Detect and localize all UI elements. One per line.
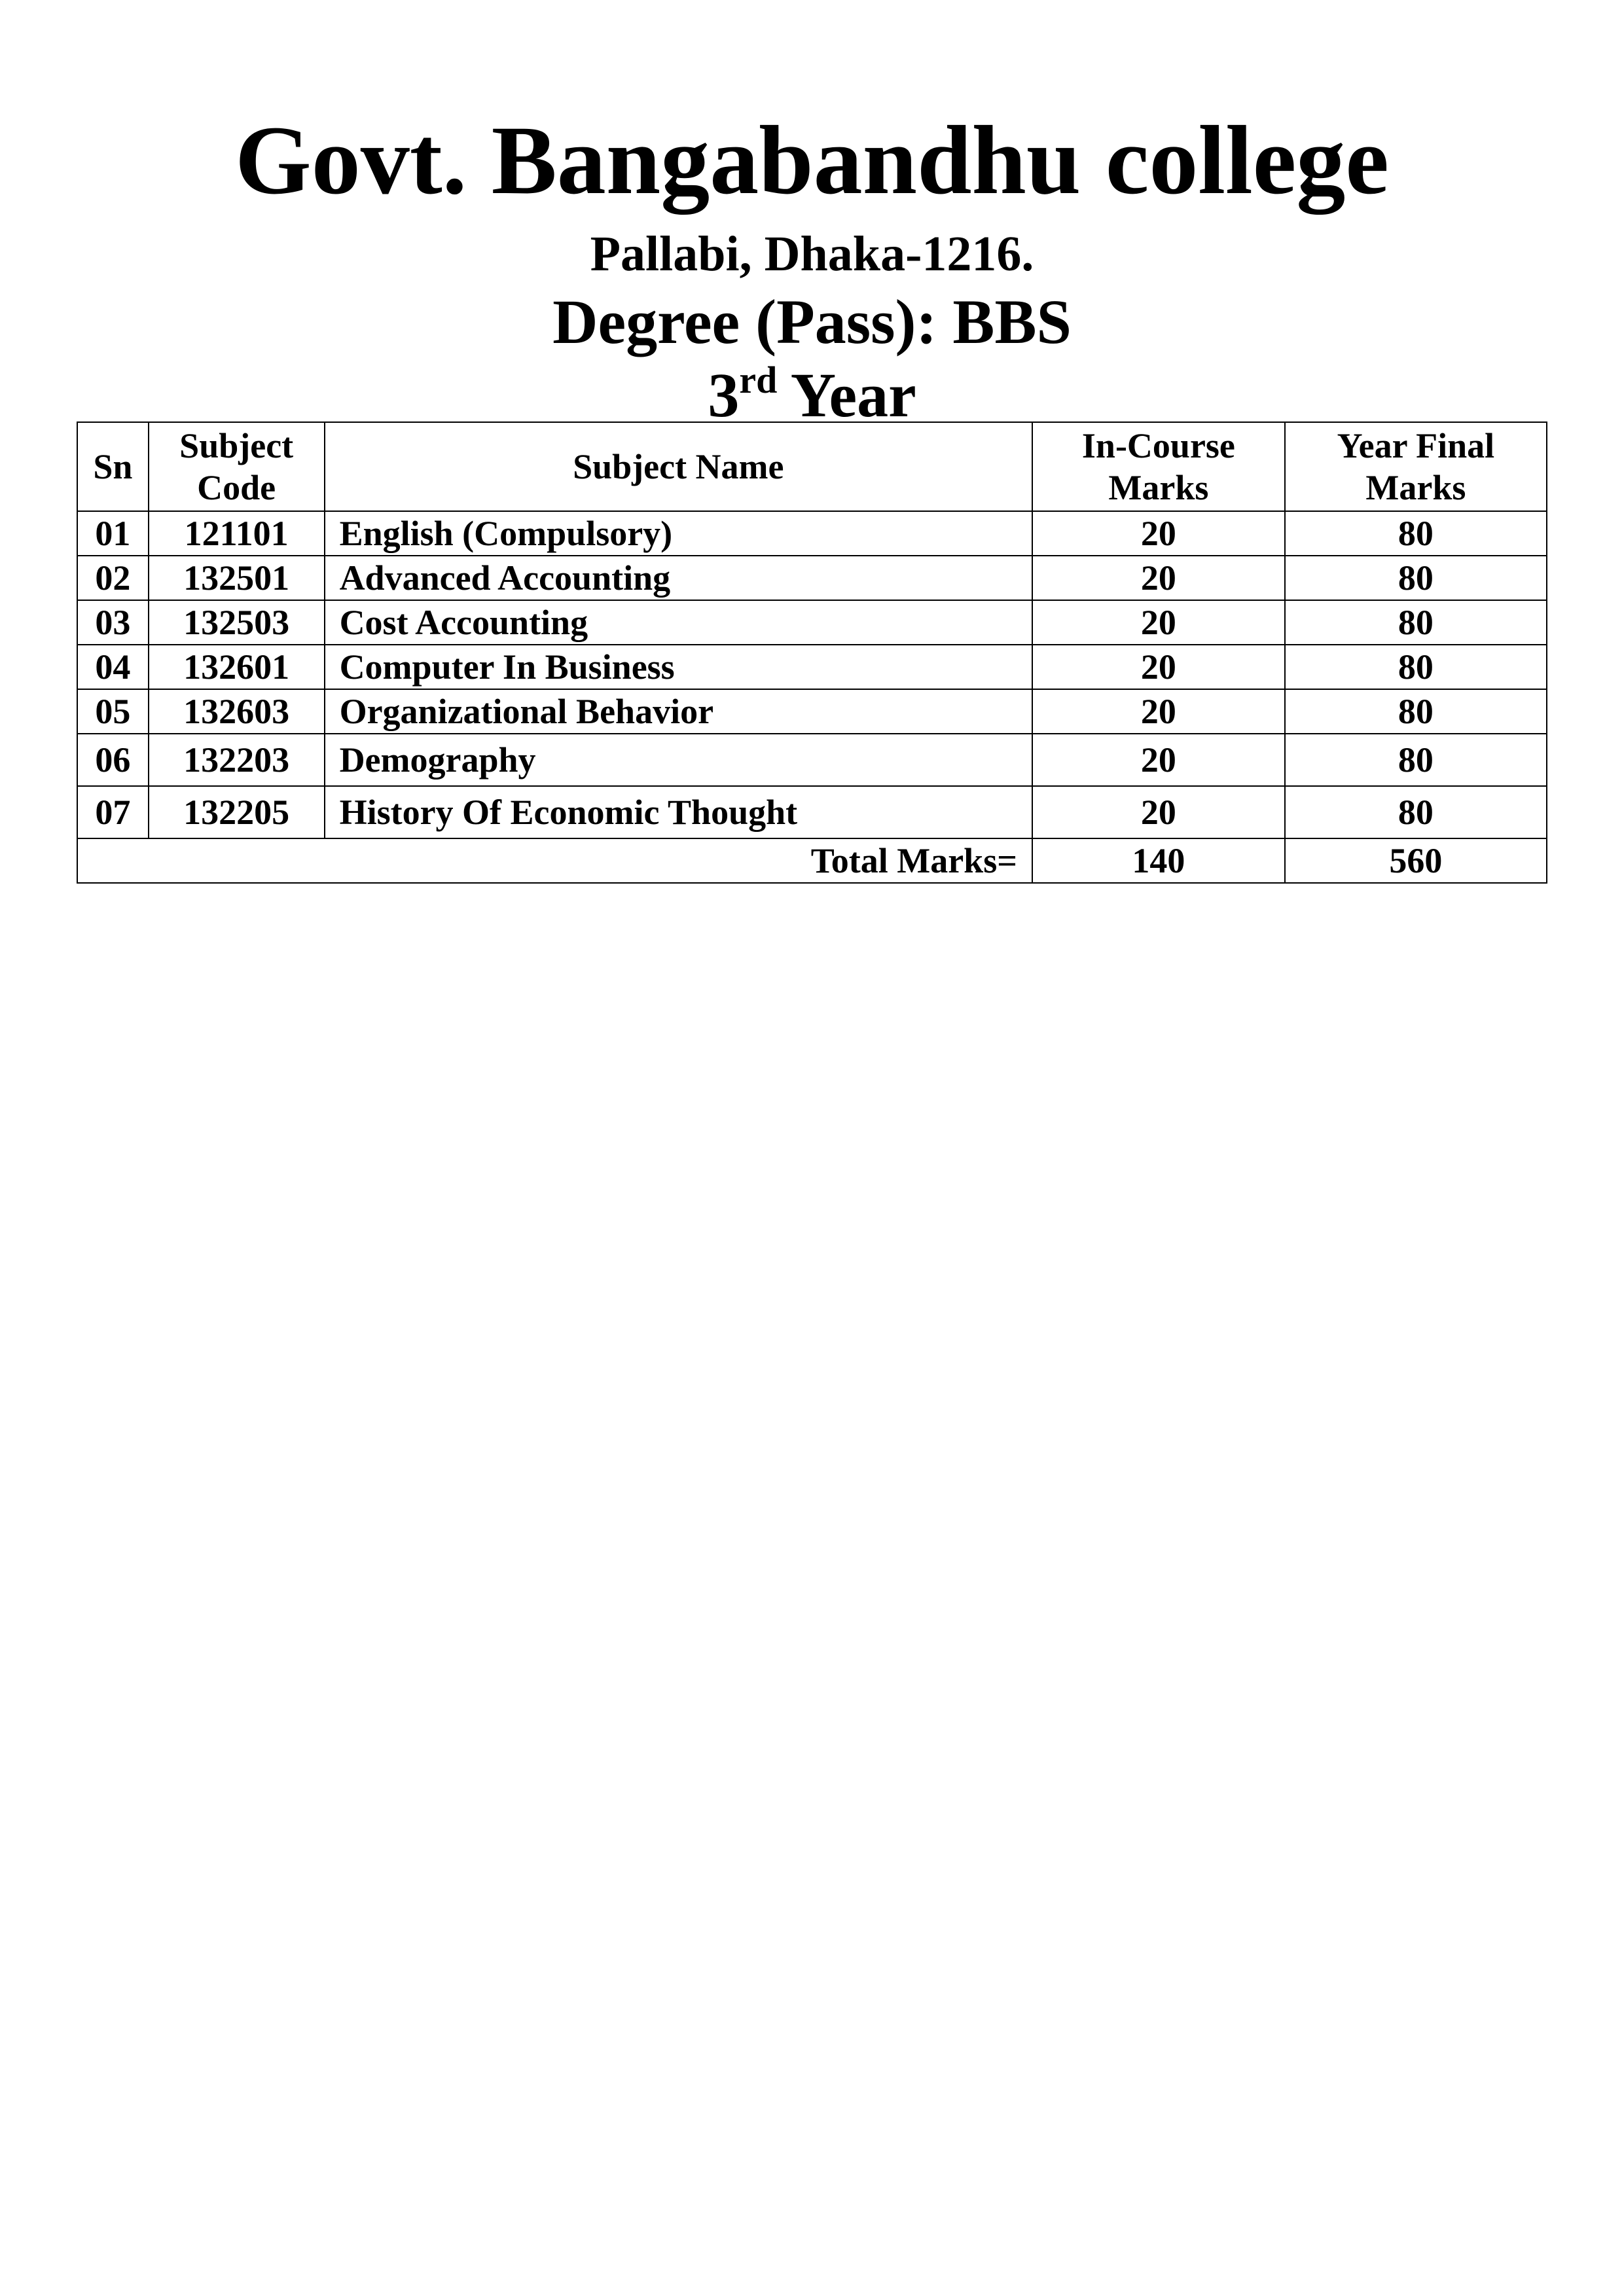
cell-year-final: 80 — [1285, 511, 1547, 556]
cell-year-final: 80 — [1285, 734, 1547, 786]
marks-table — [77, 422, 1547, 884]
cell-sn: 05 — [77, 689, 149, 734]
cell-code: 132503 — [149, 600, 325, 645]
cell-subject-name: Organizational Behavior — [325, 689, 1032, 734]
total-label: Total Marks= — [77, 838, 1032, 883]
cell-in-course: 20 — [1032, 556, 1285, 600]
college-name: Govt. Bangabandhu college — [235, 106, 1389, 215]
cell-sn: 06 — [77, 734, 149, 786]
header-code-line2: Code — [197, 468, 276, 507]
cell-subject-name: Demography — [325, 734, 1032, 786]
cell-sn: 04 — [77, 645, 149, 689]
header-final-line2: Marks — [1365, 468, 1466, 507]
cell-year-final: 80 — [1285, 786, 1547, 838]
table-row — [77, 734, 1547, 786]
cell-in-course: 20 — [1032, 645, 1285, 689]
document-header — [0, 98, 1624, 432]
table-row — [77, 556, 1547, 600]
table-row — [77, 689, 1547, 734]
cell-subject-name: Advanced Accounting — [325, 556, 1032, 600]
header-subject-code — [149, 422, 325, 511]
program-title: Degree (Pass): BBS — [552, 287, 1072, 357]
cell-sn: 01 — [77, 511, 149, 556]
total-in-course: 140 — [1032, 838, 1285, 883]
cell-year-final: 80 — [1285, 556, 1547, 600]
cell-in-course: 20 — [1032, 689, 1285, 734]
header-in-line1: In-Course — [1081, 426, 1235, 465]
header-in-line2: Marks — [1108, 468, 1209, 507]
year-suffix: rd — [739, 359, 778, 401]
year-number: 3 — [708, 360, 740, 430]
cell-in-course: 20 — [1032, 511, 1285, 556]
table-row — [77, 600, 1547, 645]
header-final-line1: Year Final — [1337, 426, 1495, 465]
header-code-line1: Subject — [179, 426, 294, 465]
header-year-final-marks — [1285, 422, 1547, 511]
cell-subject-name: History Of Economic Thought — [325, 786, 1032, 838]
cell-code: 132203 — [149, 734, 325, 786]
cell-code: 132603 — [149, 689, 325, 734]
cell-in-course: 20 — [1032, 786, 1285, 838]
cell-subject-name: Cost Accounting — [325, 600, 1032, 645]
total-year-final: 560 — [1285, 838, 1547, 883]
cell-in-course: 20 — [1032, 600, 1285, 645]
cell-year-final: 80 — [1285, 645, 1547, 689]
header-subject-name: Subject Name — [325, 422, 1032, 511]
college-address: Pallabi, Dhaka-1216. — [590, 226, 1034, 281]
cell-code: 132501 — [149, 556, 325, 600]
cell-in-course: 20 — [1032, 734, 1285, 786]
table-row — [77, 645, 1547, 689]
year-word: Year — [790, 360, 916, 430]
table-row — [77, 786, 1547, 838]
cell-code: 132205 — [149, 786, 325, 838]
cell-code: 121101 — [149, 511, 325, 556]
total-row — [77, 838, 1547, 883]
table-header-row — [77, 422, 1547, 511]
cell-year-final: 80 — [1285, 689, 1547, 734]
cell-subject-name: Computer In Business — [325, 645, 1032, 689]
cell-year-final: 80 — [1285, 600, 1547, 645]
cell-sn: 02 — [77, 556, 149, 600]
header-sn: Sn — [77, 422, 149, 511]
cell-sn: 07 — [77, 786, 149, 838]
cell-subject-name: English (Compulsory) — [325, 511, 1032, 556]
cell-code: 132601 — [149, 645, 325, 689]
cell-sn: 03 — [77, 600, 149, 645]
table-row — [77, 511, 1547, 556]
header-in-course-marks — [1032, 422, 1285, 511]
